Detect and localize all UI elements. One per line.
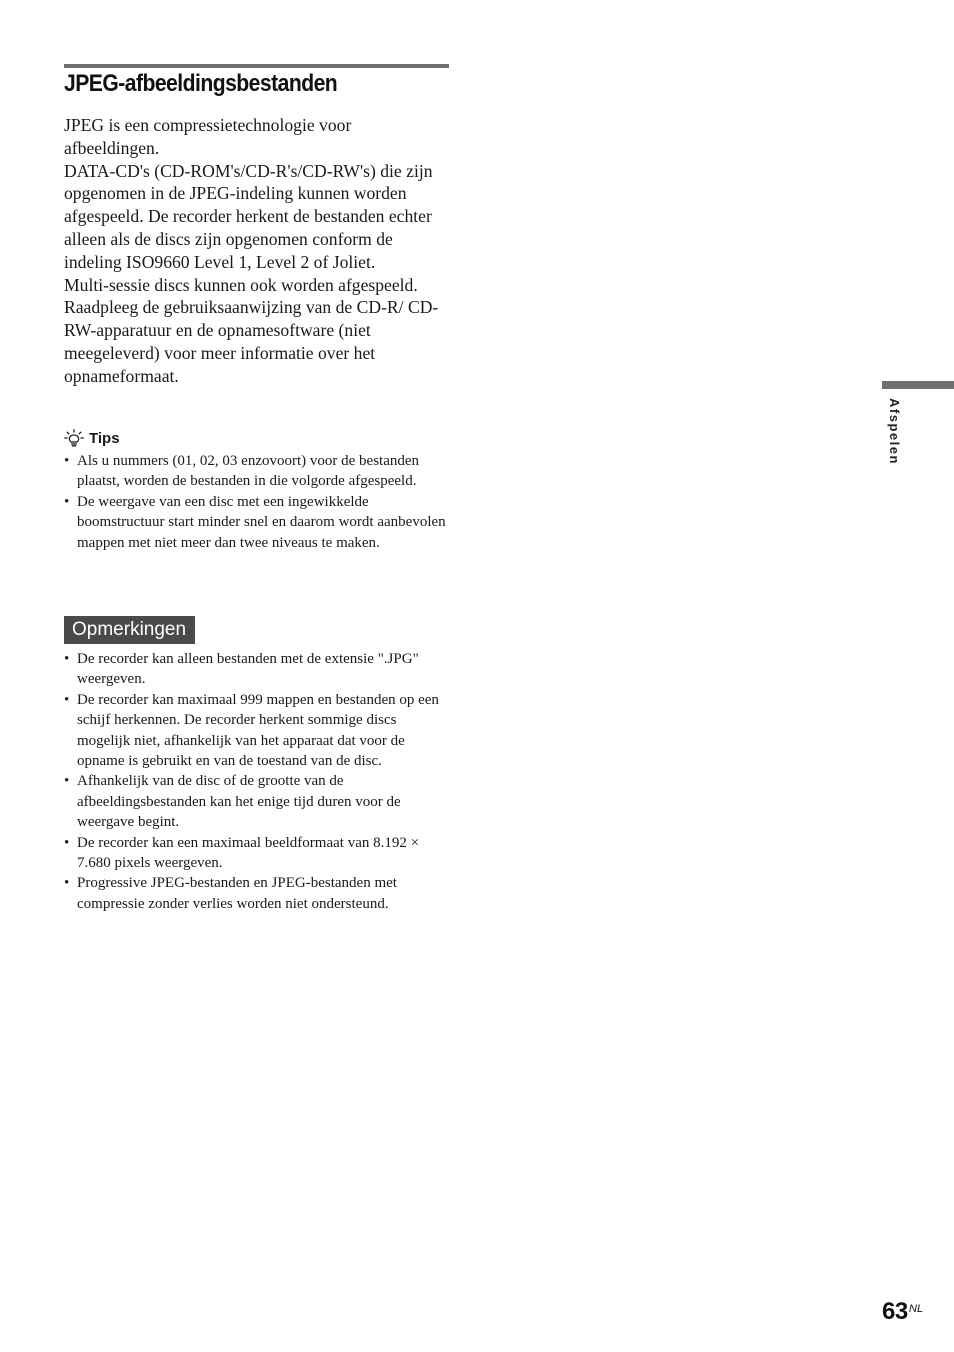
list-item bbox=[64, 492, 449, 553]
intro-paragraph: JPEG is een compressietechnologie voor afbeeldingen. bbox=[64, 115, 352, 158]
tip-text: De weergave van een disc met een ingewikkelde boomstructuur start minder snel en daarom wordt aanbevolen mappen met niet meer dan twee niveaus te maken. bbox=[77, 493, 446, 551]
notes-header: Opmerkingen bbox=[64, 616, 195, 644]
notes-list bbox=[64, 649, 449, 914]
intro-text bbox=[64, 114, 449, 388]
note-text: Afhankelijk van de disc of de grootte van de afbeeldingsbestanden kan het enige tijd duren voor de weergave begint. bbox=[77, 773, 401, 831]
side-tab-label: Afspelen bbox=[887, 398, 902, 465]
bullet-icon: • bbox=[64, 773, 70, 790]
side-tab-bar bbox=[882, 381, 954, 389]
note-text: De recorder kan alleen bestanden met de extensie ".JPG" weergeven. bbox=[77, 651, 419, 688]
list-item bbox=[64, 649, 449, 690]
intro-paragraph: Multi-sessie discs kunnen ook worden afgespeeld. Raadpleeg de gebruiksaanwijzing van de CD-R/ CD-RW-apparatuur en de opnamesoftware (niet meegeleverd) voor meer informatie over het opnameformaat. bbox=[64, 274, 439, 386]
lightbulb-icon bbox=[64, 429, 84, 447]
list-item bbox=[64, 451, 449, 492]
note-text: Progressive JPEG-bestanden en JPEG-bestanden met compressie zonder verlies worden niet ondersteund. bbox=[77, 875, 397, 912]
page-title: JPEG-afbeeldingsbestanden bbox=[64, 70, 338, 97]
tip-text: Als u nummers (01, 02, 03 enzovoort) voor de bestanden plaatst, worden de bestanden in die volgorde afgespeeld. bbox=[77, 453, 420, 490]
page-language-suffix: NL bbox=[909, 1303, 924, 1315]
tips-label: Tips bbox=[89, 429, 120, 447]
bullet-icon: • bbox=[64, 834, 70, 851]
note-text: De recorder kan maximaal 999 mappen en bestanden op een schijf herkennen. De recorder herkent sommige discs mogelijk niet, afhankelijk van het apparaat dat voor de opname is gebruikt en van de toestand van de disc. bbox=[77, 691, 439, 770]
bullet-icon: • bbox=[64, 453, 70, 469]
bullet-icon: • bbox=[64, 691, 70, 708]
list-item bbox=[64, 690, 449, 772]
tips-list bbox=[64, 451, 449, 553]
bullet-icon: • bbox=[64, 875, 70, 892]
intro-paragraph: DATA-CD's (CD-ROM's/CD-R's/CD-RW's) die zijn opgenomen in de JPEG-indeling kunnen worden afgespeeld. De recorder herkent de bestanden echter alleen als de discs zijn opgenomen conform de indeling ISO9660 Level 1, Level 2 of Joliet. bbox=[64, 160, 433, 272]
list-item bbox=[64, 873, 449, 914]
bullet-icon: • bbox=[64, 651, 70, 667]
tips-header bbox=[64, 428, 120, 448]
page-number: 63 bbox=[882, 1298, 908, 1325]
bullet-icon: • bbox=[64, 493, 70, 510]
list-item bbox=[64, 771, 449, 832]
note-text: De recorder kan een maximaal beeldformaat van 8.192 × 7.680 pixels weergeven. bbox=[77, 834, 420, 872]
list-item bbox=[64, 833, 449, 874]
